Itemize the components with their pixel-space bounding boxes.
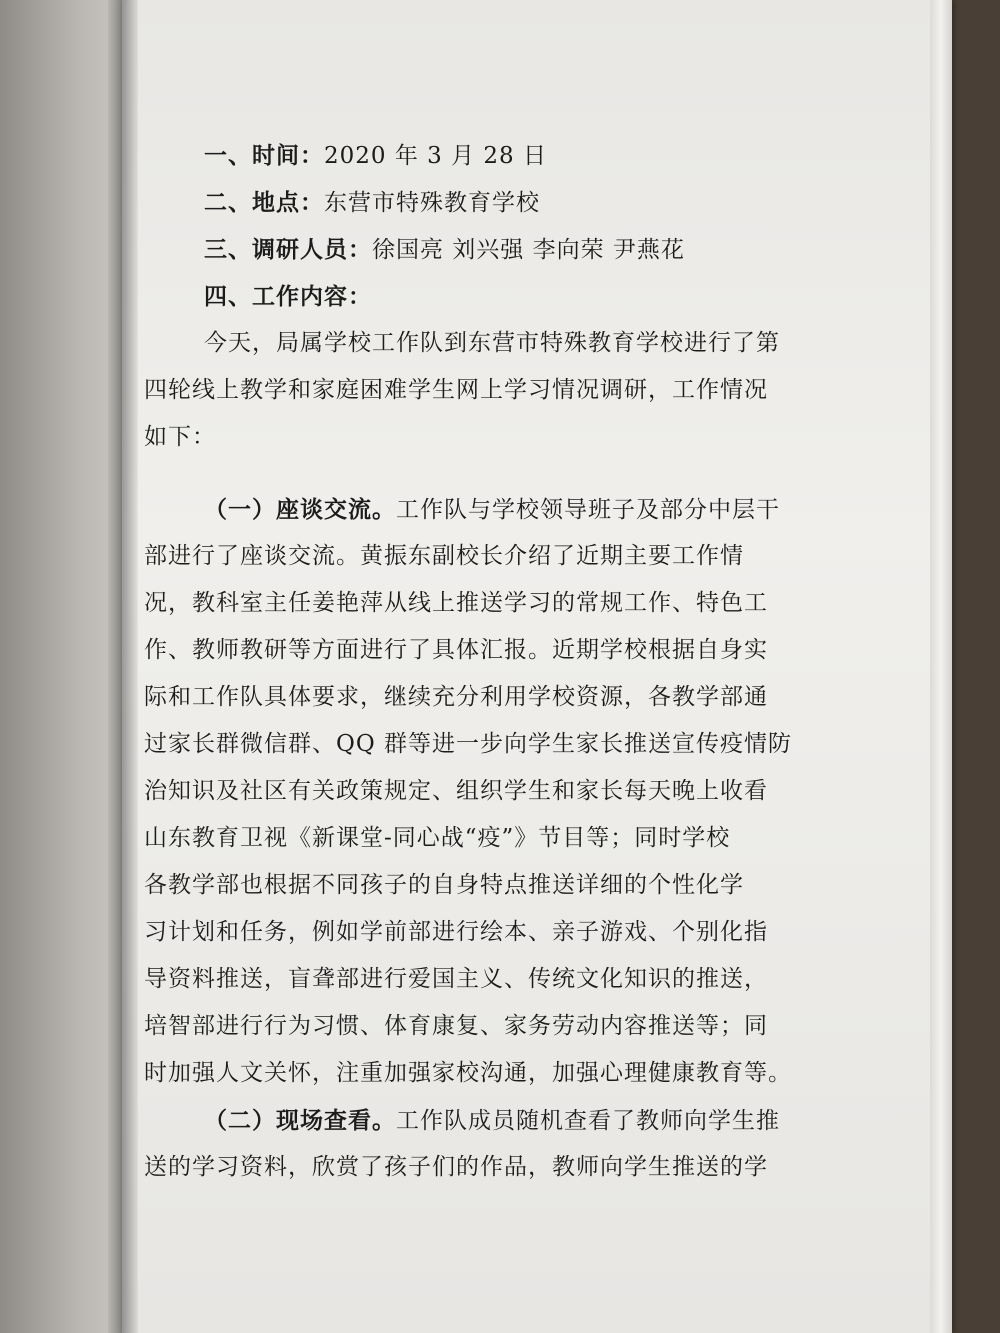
section1-first-line bbox=[144, 486, 804, 533]
section1-heading: （一）座谈交流。 bbox=[204, 496, 396, 523]
section2-heading: （二）现场查看。 bbox=[204, 1107, 396, 1134]
meta-place bbox=[144, 179, 804, 226]
section1-line: 培智部进行行为习惯、体育康复、家务劳动内容推送等；同 bbox=[144, 1013, 768, 1039]
meta-time bbox=[144, 132, 804, 179]
section1-line: 山东教育卫视《新课堂-同心战“疫”》节目等；同时学校 bbox=[144, 825, 731, 851]
meta-staff-value: 徐国亮 刘兴强 李向荣 尹燕花 bbox=[372, 237, 685, 263]
section1-first-line-text: 工作队与学校领导班子及部分中层干 bbox=[396, 497, 780, 523]
section1-line: 际和工作队具体要求，继续充分利用学校资源，各教学部通 bbox=[144, 684, 768, 710]
section2-line: 送的学习资料，欣赏了孩子们的作品，教师向学生推送的学 bbox=[144, 1154, 768, 1180]
intro-line-2: 四轮线上教学和家庭困难学生网上学习情况调研，工作情况 bbox=[144, 377, 768, 403]
section1-line: 作、教师教研等方面进行了具体汇报。近期学校根据自身实 bbox=[144, 637, 768, 663]
document-body bbox=[144, 132, 804, 1191]
meta-time-value: 2020 年 3 月 28 日 bbox=[324, 143, 547, 169]
right-page-edge bbox=[930, 0, 952, 1333]
section1-line: 治知识及社区有关政策规定、组织学生和家长每天晚上收看 bbox=[144, 778, 768, 804]
meta-staff bbox=[144, 226, 804, 273]
meta-staff-label: 三、调研人员： bbox=[204, 236, 372, 263]
intro-line-3: 如下： bbox=[144, 424, 216, 450]
section1-line: 况，教科室主任姜艳萍从线上推送学习的常规工作、特色工 bbox=[144, 590, 768, 616]
meta-content bbox=[144, 273, 804, 320]
section1-line: 时加强人文关怀，注重加强家校沟通，加强心理健康教育等。 bbox=[144, 1060, 792, 1086]
section1-line: 部进行了座谈交流。黄振东副校长介绍了近期主要工作情 bbox=[144, 543, 744, 569]
book-gutter bbox=[108, 0, 138, 1333]
meta-content-label: 四、工作内容： bbox=[204, 283, 372, 310]
section1-line: 习计划和任务，例如学前部进行绘本、亲子游戏、个别化指 bbox=[144, 919, 768, 945]
meta-time-label: 一、时间： bbox=[204, 142, 324, 169]
meta-place-label: 二、地点： bbox=[204, 189, 324, 216]
section1-line: 导资料推送，盲聋部进行爱国主义、传统文化知识的推送， bbox=[144, 966, 768, 992]
section2-first-line-text: 工作队成员随机查看了教师向学生推 bbox=[396, 1108, 780, 1134]
meta-place-value: 东营市特殊教育学校 bbox=[324, 190, 540, 216]
section1-line: 过家长群微信群、QQ 群等进一步向学生家长推送宣传疫情防 bbox=[144, 731, 793, 757]
section1-line: 各教学部也根据不同孩子的自身特点推送详细的个性化学 bbox=[144, 872, 744, 898]
intro-line-1: 今天，局属学校工作队到东营市特殊教育学校进行了第 bbox=[204, 330, 780, 356]
section2-first-line bbox=[144, 1097, 804, 1144]
